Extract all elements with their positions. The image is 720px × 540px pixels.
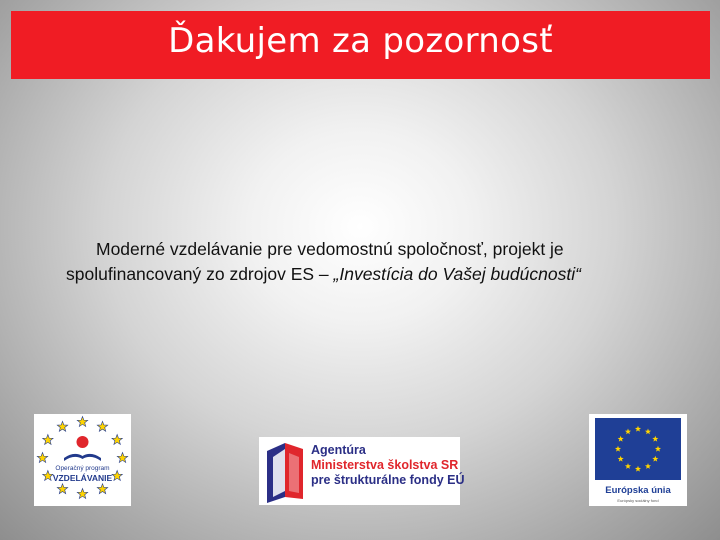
agency-line-2: Ministerstva školstva SR xyxy=(311,458,459,472)
op-vzdelavanie-logo xyxy=(34,414,131,506)
agency-line-1: Agentúra xyxy=(311,443,366,457)
star-icon xyxy=(97,484,107,494)
star-icon xyxy=(618,456,624,462)
star-icon xyxy=(77,489,87,499)
star-icon xyxy=(655,446,661,452)
star-icon xyxy=(652,456,658,462)
star-icon xyxy=(43,435,53,445)
agency-logo xyxy=(259,437,465,505)
body-line-1: Moderné vzdelávanie pre vedomostnú spoločnosť, projekt je xyxy=(96,239,564,259)
star-icon xyxy=(635,466,641,472)
star-icon xyxy=(97,421,107,431)
star-icon xyxy=(117,453,127,463)
eu-sub-label: Európsky sociálny fond xyxy=(617,498,659,503)
eu-flag-icon xyxy=(595,418,681,480)
star-icon xyxy=(618,436,624,442)
star-icon xyxy=(625,463,631,469)
slide-body xyxy=(66,237,686,287)
body-line-2-italic: „Investícia do Vašej budúcnosti“ xyxy=(333,264,581,284)
star-icon xyxy=(112,435,122,445)
title-bar xyxy=(11,11,710,79)
star-icon xyxy=(625,428,631,434)
agency-book-icon xyxy=(261,437,309,505)
op-label-big: VZDELÁVANIE xyxy=(52,473,113,483)
star-icon xyxy=(645,463,651,469)
star-icon xyxy=(57,421,67,431)
star-icon xyxy=(615,446,621,452)
eu-logo xyxy=(589,414,687,506)
star-icon xyxy=(77,417,87,427)
agency-line-3: pre štrukturálne fondy EÚ xyxy=(311,473,465,487)
op-logo-icon xyxy=(34,414,131,506)
slide-title: Ďakujem za pozornosť xyxy=(168,21,553,61)
star-icon xyxy=(652,436,658,442)
op-label-small: Operačný program xyxy=(55,465,110,472)
star-icon xyxy=(645,428,651,434)
star-icon xyxy=(635,426,641,432)
body-line-2-plain: spolufinancovaný zo zdrojov ES – xyxy=(66,264,334,284)
eu-label: Európska únia xyxy=(605,485,671,496)
star-icon xyxy=(57,484,67,494)
body-line-2 xyxy=(66,262,686,287)
star-icon xyxy=(37,453,47,463)
agency-text xyxy=(311,443,465,488)
